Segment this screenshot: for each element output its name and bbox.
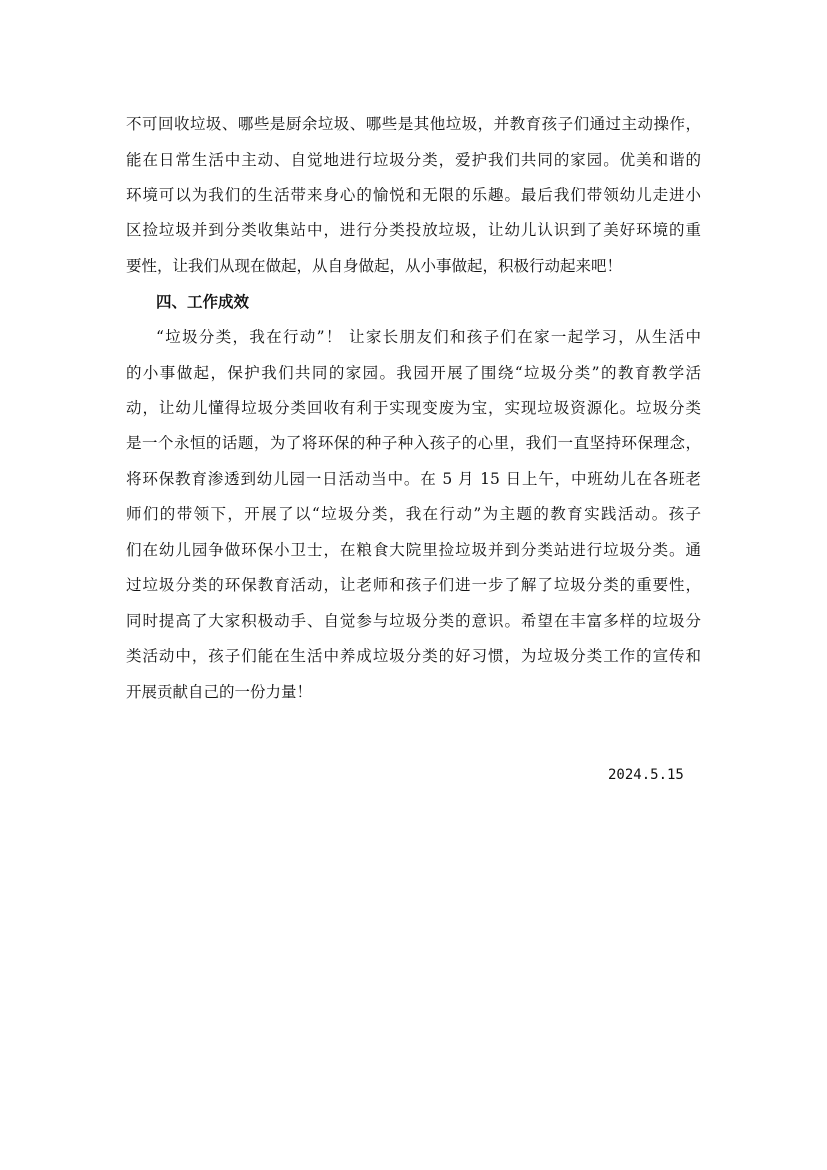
paragraph-line: 过垃圾分类的环保教育活动，让老师和孩子们进一步了解了垃圾分类的重要性， [126, 576, 701, 594]
paragraph-line: “垃圾分类，我在行动”！ 让家长朋友们和孩子们在家一起学习，从生活中 [156, 328, 701, 346]
paragraph-line: 能在日常生活中主动、自觉地进行垃圾分类，爱护我们共同的家园。优美和谐的 [126, 151, 701, 169]
paragraph-line: 是一个永恒的话题，为了将环保的种子种入孩子的心里，我们一直坚持环保理念， [126, 434, 701, 452]
document-date: 2024.5.15 [608, 767, 684, 783]
paragraph-line: 区捡垃圾并到分类收集站中，进行分类投放垃圾，让幼儿认识到了美好环境的重 [126, 221, 701, 239]
paragraph-line: 同时提高了大家积极动手、自觉参与垃圾分类的意识。希望在丰富多样的垃圾分 [126, 612, 701, 630]
paragraph-line: 环境可以为我们的生活带来身心的愉悦和无限的乐趣。最后我们带领幼儿走进小 [126, 186, 701, 204]
paragraph-line: 动，让幼儿懂得垃圾分类回收有利于实现变废为宝，实现垃圾资源化。垃圾分类 [126, 399, 701, 417]
paragraph-line: 师们的带领下，开展了以“垃圾分类，我在行动”为主题的教育实践活动。孩子 [126, 505, 701, 523]
paragraph-line: 类活动中，孩子们能在生活中养成垃圾分类的好习惯，为垃圾分类工作的宣传和 [126, 647, 701, 665]
section-heading: 四、工作成效 [156, 293, 250, 311]
paragraph-line: 开展贡献自己的一份力量！ [126, 683, 313, 701]
paragraph-line: 的小事做起，保护我们共同的家园。我园开展了围绕“垃圾分类”的教育教学活 [126, 364, 701, 382]
paragraph-line: 将环保教育渗透到幼儿园一日活动当中。在 5 月 15 日上午，中班幼儿在各班老 [126, 470, 701, 488]
paragraph-line: 要性，让我们从现在做起，从自身做起，从小事做起，积极行动起来吧！ [126, 257, 623, 275]
paragraph-line: 不可回收垃圾、哪些是厨余垃圾、哪些是其他垃圾，并教育孩子们通过主动操作， [126, 115, 701, 133]
paragraph-line: 们在幼儿园争做环保小卫士，在粮食大院里捡垃圾并到分类站进行垃圾分类。通 [126, 541, 701, 559]
